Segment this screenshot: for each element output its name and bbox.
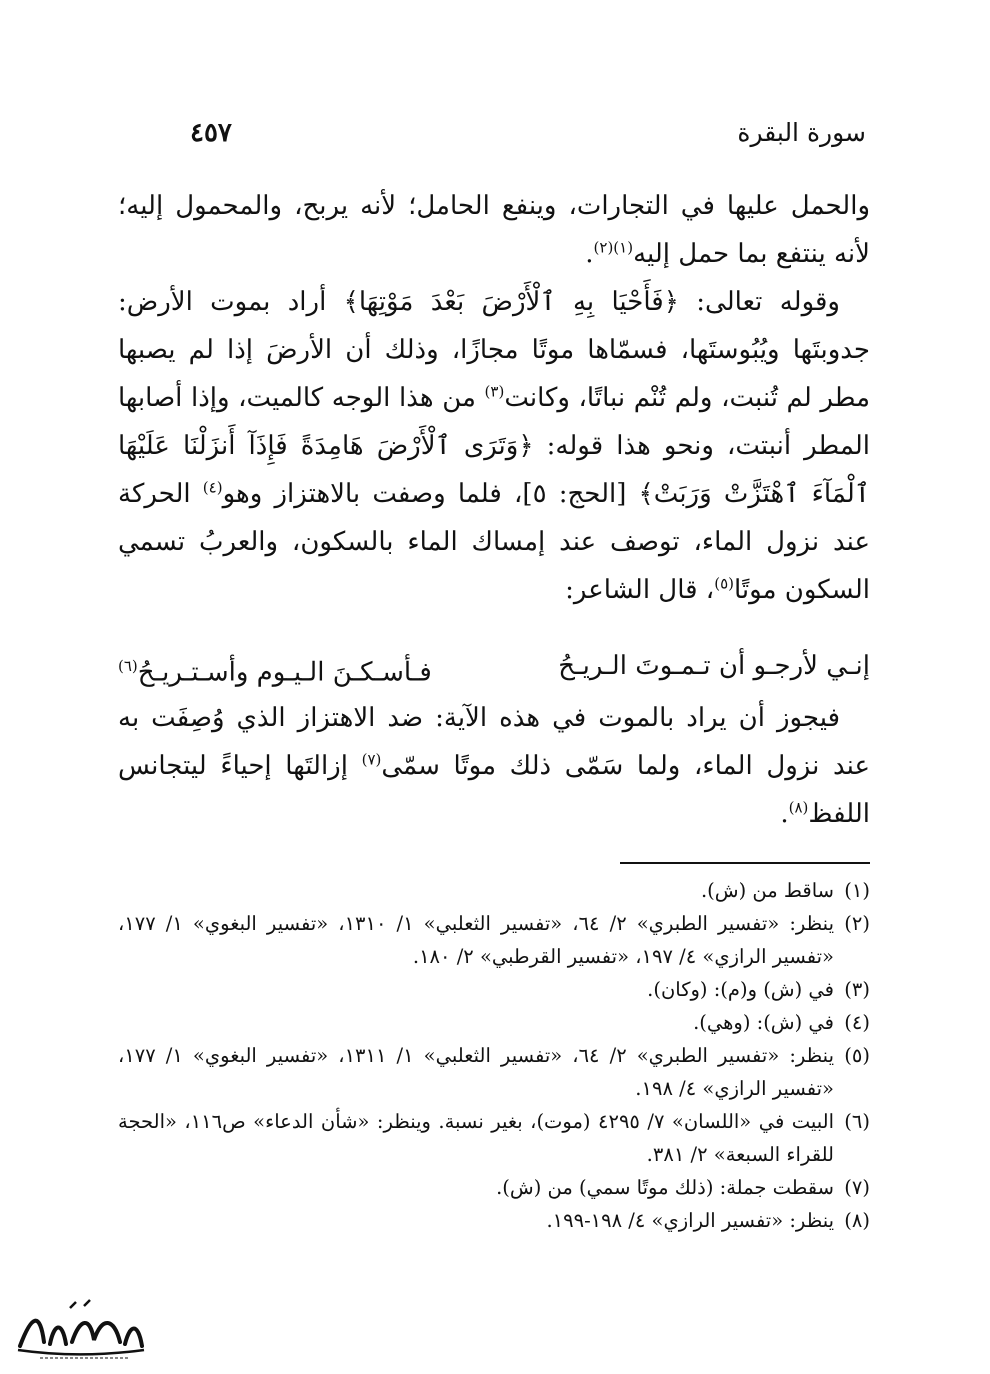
- footnote: (٤) في (ش): (وهي).: [693, 1011, 870, 1034]
- paragraph-3: فيجوز أن يراد بالموت في هذه الآية: ضد الاهتزاز الذي وُصِفَت به عند نزول الماء، ولما سَمّى ذلك موتًا سمّى$^{(٧)}$ إزالتَها إحياءً ليتجانس اللفظ$^{(٨)}$.: [118, 703, 870, 829]
- paragraph-1: والحمل عليها في التجارات، وينفع الحامل؛ لأنه يربح، والمحمول إليه؛ لأنه ينتفع بما حمل إليه$^{(١)(٢)}$.: [118, 191, 870, 269]
- footnote-ref[interactable]: (٨): [788, 798, 809, 817]
- publisher-logo: [10, 1294, 150, 1364]
- footnote-ref[interactable]: (٧): [361, 750, 382, 769]
- footnote-ref[interactable]: (٥): [714, 574, 734, 593]
- main-text: [118, 182, 870, 614]
- footnote: (٦) البيت في «اللسان» ٧/ ٤٢٩٥ (موت)، بغير نسبة. وينظر: «شأن الدعاء» ص١١٦، «الحجة للقراء السبعة» ٢/ ٣٨١.: [118, 1110, 870, 1166]
- footnote-ref[interactable]: (٣): [484, 382, 505, 401]
- verse-hemistich-2: فـأسـكـنَ الـيـوم وأسـتـريـحُ$^{(٦)}$: [118, 657, 432, 688]
- verse-hemistich-1: إنـي لأرجـو أن تـمـوتَ الـريـحُ: [558, 651, 870, 681]
- footnote: (٥) ينظر: «تفسير الطبري» ٢/ ٦٤، «تفسير الثعلبي» ١/ ١٣١١، «تفسير البغوي» ١/ ١٧٧، «تفسير الرازي» ٤/ ١٩٨.: [118, 1044, 870, 1100]
- footnote-ref[interactable]: (٦): [118, 657, 138, 675]
- footnote: (٢) ينظر: «تفسير الطبري» ٢/ ٦٤، «تفسير الثعلبي» ١/ ١٣١٠، «تفسير البغوي» ١/ ١٧٧، «تفسير الرازي» ٤/ ١٩٧، «تفسير القرطبي» ٢/ ١٨٠.: [118, 912, 870, 968]
- footnote: (٣) في (ش) و(م): (وكان).: [647, 978, 870, 1001]
- footnote: (٧) سقطت جملة: (ذلك موتًا سمي) من (ش).: [496, 1176, 870, 1199]
- footnotes: [118, 874, 870, 1237]
- main-text-continued: [118, 694, 870, 838]
- paragraph-2: وقوله تعالى: ﴿فَأَحْيَا بِهِ ٱلْأَرْضَ بَعْدَ مَوْتِهَا﴾ أراد بموت الأرض: جدوبتَها ويُبُوستَها، فسمّاها موتًا مجازًا، وذلك أن الأرضَ إذا لم يصبها مطر لم تُنبت، ولم تُنْم نباتًا، وكانت$^{(٣)}$ من هذا الوجه كالميت، وإذا أصابها المطر أنبتت، ونحو هذا قوله: ﴿وَتَرَى ٱلْأَرْضَ هَامِدَةً فَإِذَآ أَنزَلْنَا عَلَيْهَا ٱلْمَآءَ ٱهْتَزَّتْ وَرَبَتْ﴾ [الحج: ٥]، فلما وصفت بالاهتزاز وهو$^{(٤)}$ الحركة عند نزول الماء، توصف عند إمساك الماء بالسكون، والعربُ تسمي السكون موتًا$^{(٥)}$، قال الشاعر:: [118, 287, 871, 605]
- footnote-ref[interactable]: (١)(٢): [593, 238, 634, 257]
- page-number: ٤٥٧: [190, 118, 232, 148]
- surah-title: سورة البقرة: [737, 118, 866, 147]
- poetry-verse: [118, 642, 870, 690]
- footnote: (١) ساقط من (ش).: [700, 879, 870, 902]
- footnote-ref[interactable]: (٤): [202, 478, 223, 497]
- footnote: (٨) ينظر: «تفسير الرازي» ٤/ ١٩٨-١٩٩.: [546, 1209, 870, 1232]
- footnote-separator: [620, 862, 870, 864]
